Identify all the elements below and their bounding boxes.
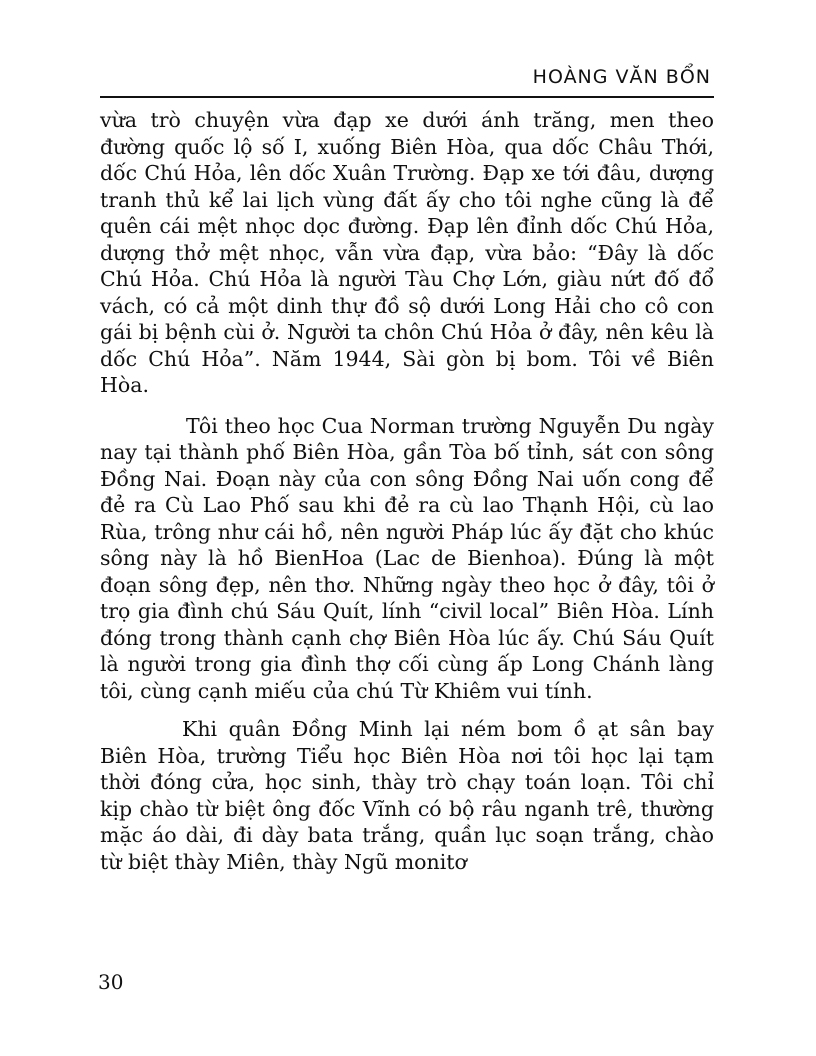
paragraph-2: Tôi theo học Cua Norman trường Nguyễn Du ngày nay tại thành phố Biên Hòa, gần Tòa bố tỉnh, sát con sông Đồng Nai. Đoạn này của con sông Đồng Nai uốn cong để đẻ ra Cù Lao Phố sau khi đẻ ra cù lao Thạnh Hội, cù lao Rùa, trông như cái hồ, nên người Pháp lúc ấy đặt cho khúc sông này là hồ BienHoa (Lac de Bienhoa). Đúng là một đoạn sông đẹp, nên thơ. Những ngày theo học ở đây, tôi ở trọ gia đình chú Sáu Quít, lính “civil local” Biên Hòa. Lính đóng trong thành cạnh chợ Biên Hòa lúc ấy. Chú Sáu Quít là người trong gia đình thợ cối cùng ấp Long Chánh làng tôi, cùng cạnh miếu của chú Từ Khiêm vui tính. <box>100 413 714 703</box>
page-body <box>100 107 714 875</box>
page-number: 30 <box>98 970 124 994</box>
header-rule <box>100 96 714 98</box>
running-head: HOÀNG VĂN BỔN <box>532 66 711 88</box>
paragraph-1: vừa trò chuyện vừa đạp xe dưới ánh trăng, men theo đường quốc lộ số I, xuống Biên Hòa, qua dốc Châu Thới, dốc Chú Hỏa, lên dốc Xuân Trường. Đạp xe tới đâu, dượng tranh thủ kể lai lịch vùng đất ấy cho tôi nghe cũng là để quên cái mệt nhọc dọc đường. Đạp lên đỉnh dốc Chú Hỏa, dượng thở mệt nhọc, vẫn vừa đạp, vừa bảo: “Đây là dốc Chú Hỏa. Chú Hỏa là người Tàu Chợ Lớn, giàu nứt đố đổ vách, có cả một dinh thự đồ sộ dưới Long Hải cho cô con gái bị bệnh cùi ở. Người ta chôn Chú Hỏa ở đây, nên kêu là dốc Chú Hỏa”. Năm 1944, Sài gòn bị bom. Tôi về Biên Hòa. <box>100 108 714 397</box>
paragraph-3: Khi quân Đồng Minh lại ném bom ồ ạt sân bay Biên Hòa, trường Tiểu học Biên Hòa nơi tôi học lại tạm thời đóng cửa, học sinh, thày trò chạy toán loạn. Tôi chỉ kịp chào từ biệt ông đốc Vĩnh có bộ râu nganh trê, thường mặc áo dài, đi dày bata trắng, quần lục soạn trắng, chào từ biệt thày Miên, thày Ngũ monitơ <box>100 717 714 874</box>
